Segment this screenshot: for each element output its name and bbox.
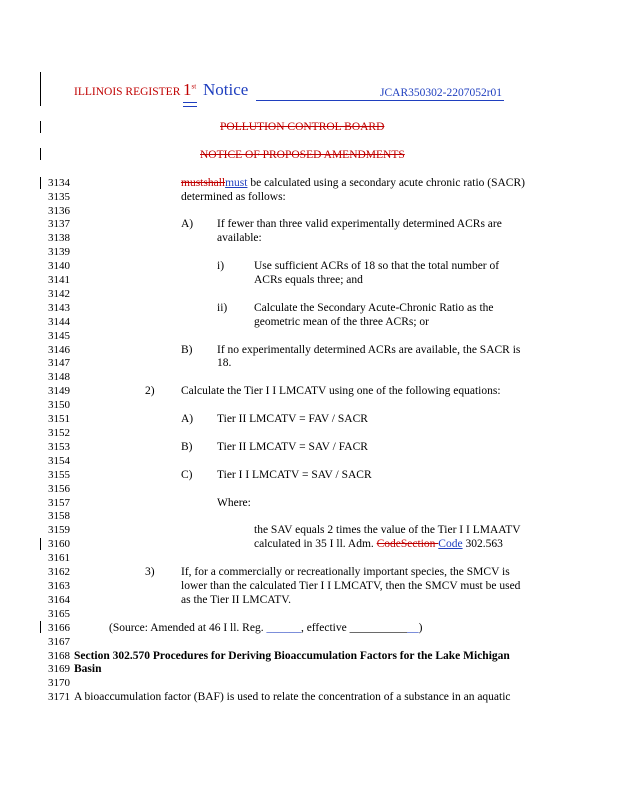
line-number: 3147 — [48, 357, 70, 369]
line-number: 3148 — [48, 371, 70, 383]
line-number: 3170 — [48, 677, 70, 689]
line-number: 3140 — [48, 260, 70, 272]
item-b-label: B) — [181, 344, 193, 356]
where-label: Where: — [217, 497, 251, 509]
item-a-i-label: i) — [217, 260, 225, 272]
board-title: POLLUTION CONTROL BOARD — [220, 121, 385, 133]
line-number: 3151 — [48, 413, 70, 425]
line-number: 3149 — [48, 385, 70, 397]
equation-a: Tier II LMCATV = FAV / SACR — [217, 413, 368, 425]
line-number: 3167 — [48, 636, 70, 648]
notice-label: Notice — [203, 80, 249, 99]
line-number: 3156 — [48, 483, 70, 495]
item-b-text: If no experimentally determined ACRs are available, the SACR is — [217, 344, 521, 356]
item-3-text: lower than the calculated Tier I I LMCATV, then the SMCV must be used — [181, 580, 521, 592]
line-number: 3165 — [48, 608, 70, 620]
item-a-ii-label: ii) — [217, 302, 228, 314]
item-a-text: available: — [217, 232, 262, 244]
item-3-text: If, for a commercially or recreationally important species, the SMCV is — [181, 566, 510, 578]
line-number: 3163 — [48, 580, 70, 592]
line-number: 3134 — [48, 177, 70, 189]
line-number: 3169 — [48, 663, 70, 675]
equation-c-label: C) — [181, 469, 193, 481]
item-3-text: as the Tier II LMCATV. — [181, 594, 292, 606]
line-number: 3138 — [48, 232, 70, 244]
item-3-label: 3) — [145, 566, 155, 578]
item-b-text: 18. — [217, 357, 232, 369]
line-number: 3159 — [48, 524, 70, 536]
notice-underline — [183, 102, 197, 107]
change-bar-3166 — [40, 621, 41, 633]
line-number: 3158 — [48, 510, 70, 522]
line-number: 3143 — [48, 302, 70, 314]
deleted-text: mustshall — [181, 177, 226, 189]
item-a-label: A) — [181, 218, 194, 230]
blank-field: __ — [407, 622, 419, 634]
line-number: 3164 — [48, 594, 70, 606]
equation-c: Tier I I LMCATV = SAV / SACR — [217, 469, 372, 481]
line-number: 3161 — [48, 552, 70, 564]
inserted-text: must — [225, 177, 248, 189]
item-a-i-text: ACRs equals three; and — [254, 274, 363, 286]
deleted-text: CodeSection — [376, 538, 439, 550]
line-number: 3162 — [48, 566, 70, 578]
change-bar-3160 — [40, 538, 41, 550]
inserted-text: Code — [438, 538, 463, 550]
line-number: 3146 — [48, 344, 70, 356]
line-number: 3160 — [48, 538, 70, 550]
change-bar-board — [40, 121, 41, 133]
body-line-3171: A bioaccumulation factor (BAF) is used to relate the concentration of a substance in an aquatic — [74, 691, 511, 703]
item-a-text: If fewer than three valid experimentally determined ACRs are — [217, 218, 502, 230]
change-bar-subtitle — [40, 148, 41, 160]
register-title: ILLINOIS REGISTER — [74, 86, 181, 98]
line-number: 3137 — [48, 218, 70, 230]
notice-number: 1st — [183, 80, 197, 99]
item-a-i-text: Use sufficient ACRs of 18 so that the total number of — [254, 260, 500, 272]
blank-field: ______ — [266, 622, 301, 634]
blank-field: __________ — [349, 622, 408, 634]
line-number: 3135 — [48, 191, 70, 203]
body-line-3134: mustshallmust be calculated using a secondary acute chronic ratio (SACR) — [181, 177, 525, 189]
sav-definition: the SAV equals 2 times the value of the Tier I I LMAATV — [254, 524, 521, 536]
change-bar-header — [40, 72, 41, 106]
line-number: 3152 — [48, 427, 70, 439]
line-number: 3155 — [48, 469, 70, 481]
line-number: 3136 — [48, 205, 70, 217]
line-number: 3168 — [48, 650, 70, 662]
line-number: 3154 — [48, 455, 70, 467]
change-bar-3134 — [40, 177, 41, 189]
line-number: 3142 — [48, 288, 70, 300]
section-heading: Section 302.570 Procedures for Deriving Bioaccumulation Factors for the Lake Michigan — [74, 650, 510, 662]
item-2-text: Calculate the Tier I I LMCATV using one of the following equations: — [181, 385, 501, 397]
sav-definition-cont: calculated in 35 I ll. Adm. CodeSection Code 302.563 — [254, 538, 503, 550]
section-heading-cont: Basin — [74, 663, 102, 675]
line-number: 3144 — [48, 316, 70, 328]
line-number: 3157 — [48, 497, 70, 509]
equation-b: Tier II LMCATV = SAV / FACR — [217, 441, 368, 453]
source-note: (Source: Amended at 46 I ll. Reg. ______, effective ____________) — [109, 622, 423, 634]
line-number: 3171 — [48, 691, 70, 703]
body-line-3135: determined as follows: — [181, 191, 286, 203]
item-a-ii-text: Calculate the Secondary Acute-Chronic Ratio as the — [254, 302, 494, 314]
line-number: 3139 — [48, 246, 70, 258]
line-number: 3150 — [48, 399, 70, 411]
document-code: JCAR350302-2207052r01 — [380, 87, 503, 99]
line-number: 3153 — [48, 441, 70, 453]
line-number: 3141 — [48, 274, 70, 286]
notice-underline-long — [256, 100, 504, 101]
item-2-label: 2) — [145, 385, 155, 397]
line-number: 3166 — [48, 622, 70, 634]
notice-subtitle: NOTICE OF PROPOSED AMENDMENTS — [200, 149, 405, 161]
equation-b-label: B) — [181, 441, 193, 453]
line-number: 3145 — [48, 330, 70, 342]
equation-a-label: A) — [181, 413, 194, 425]
item-a-ii-text: geometric mean of the three ACRs; or — [254, 316, 430, 328]
